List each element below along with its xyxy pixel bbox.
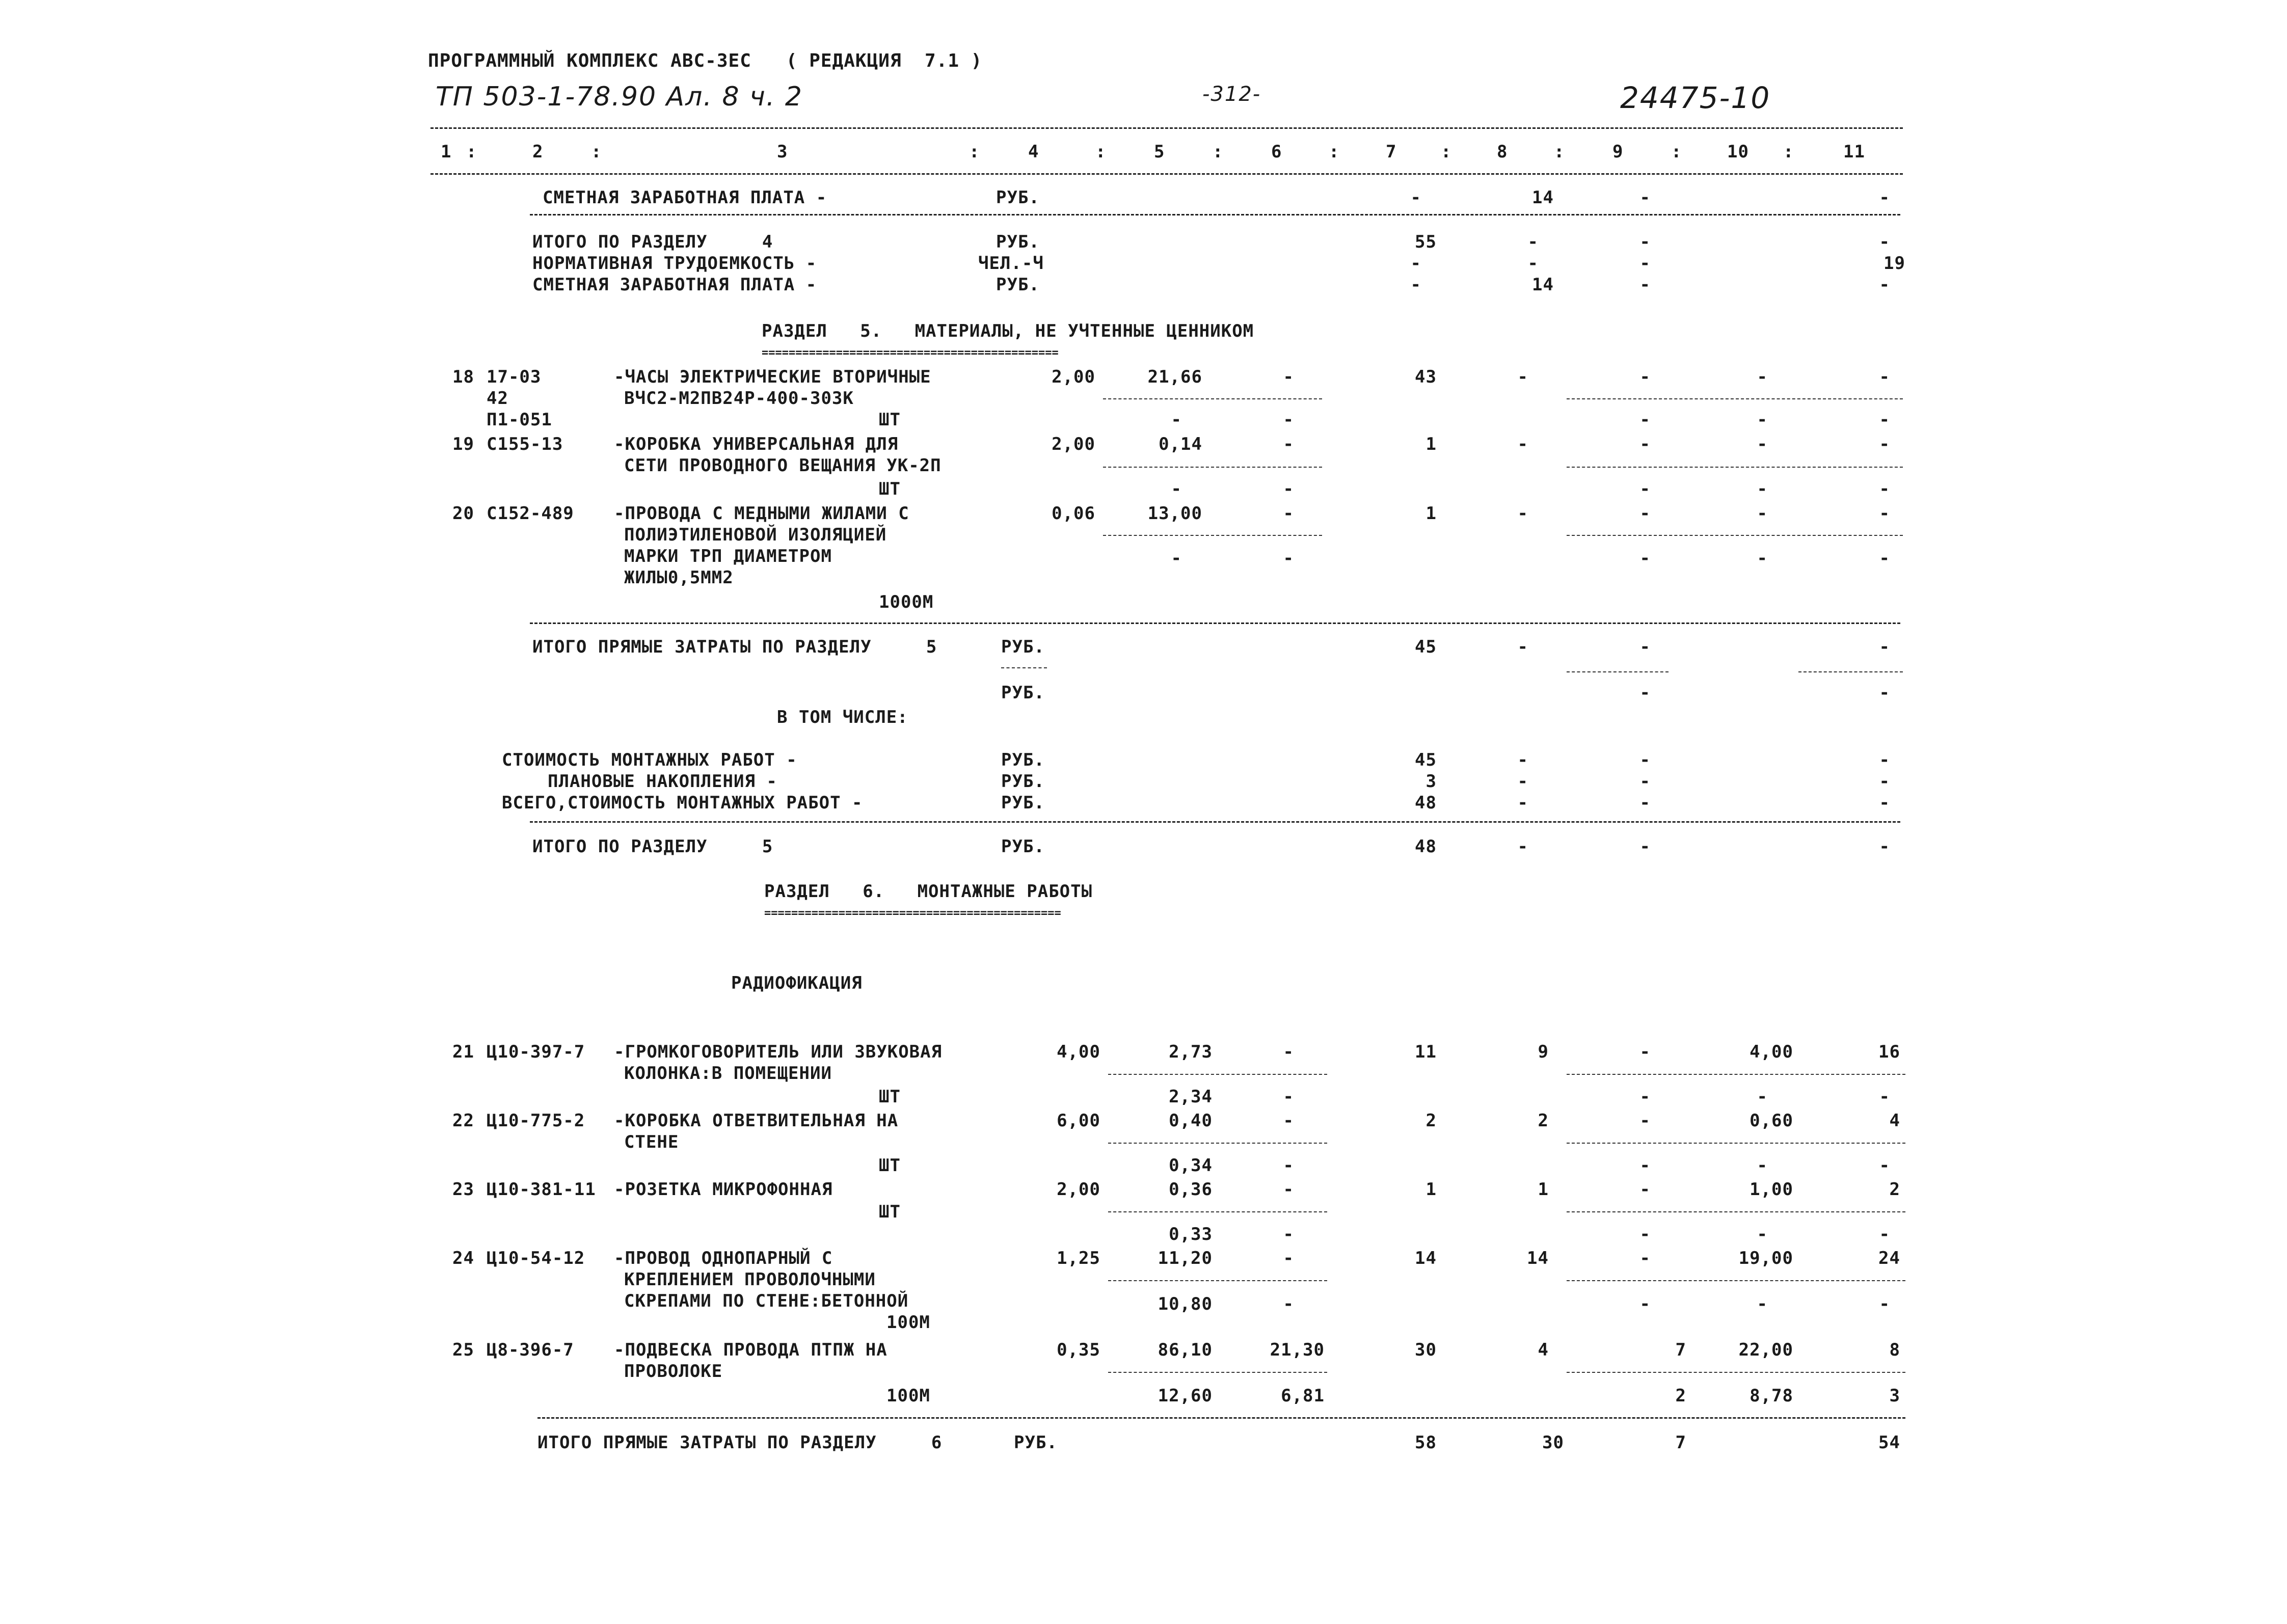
row-name: -ПОДВЕСКА ПРОВОДА ПТПЖ НА xyxy=(614,1340,887,1360)
row-label: СМЕТНАЯ ЗАРАБОТНАЯ ПЛАТА - xyxy=(532,275,817,295)
cell-c11: 8 xyxy=(1889,1340,1900,1360)
column-header: 10 xyxy=(1727,142,1749,162)
header-top-rule xyxy=(431,127,1903,129)
row-code: Ц8-396-7 xyxy=(487,1340,574,1360)
row-unit: ШТ xyxy=(879,479,901,499)
cell-c9: - xyxy=(1639,479,1651,499)
row-code: П1-051 xyxy=(487,410,552,430)
rule xyxy=(530,214,1900,215)
cell-c9: - xyxy=(1639,1179,1651,1200)
row-label: ИТОГО ПО РАЗДЕЛУ 5 xyxy=(532,836,773,857)
row-unit: 100М xyxy=(886,1386,930,1406)
cell-c11: - xyxy=(1879,750,1890,770)
cell-c7: 1 xyxy=(1425,434,1437,454)
cell-c10: - xyxy=(1757,1155,1768,1176)
row-name: КОЛОНКА:В ПОМЕЩЕНИИ xyxy=(624,1063,832,1084)
cell-c6: - xyxy=(1283,1224,1294,1244)
row-name: ПОЛИЭТИЛЕНОВОЙ ИЗОЛЯЦИЕЙ xyxy=(624,525,887,545)
row-unit: 1000М xyxy=(879,592,934,612)
rule xyxy=(530,821,1900,823)
row-label: ИТОГО ПО РАЗДЕЛУ 4 xyxy=(532,232,773,252)
row-name: -ПРОВОД ОДНОПАРНЫЙ С xyxy=(614,1248,833,1268)
cell-c7: 45 xyxy=(1415,750,1437,770)
cell-c9: - xyxy=(1639,410,1651,430)
rule xyxy=(1567,398,1903,399)
row-name: -РОЗЕТКА МИКРОФОННАЯ xyxy=(614,1179,833,1200)
row-unit: РУБ. xyxy=(1014,1432,1058,1453)
cell-c10: - xyxy=(1757,479,1768,499)
cell-c10: 1,00 xyxy=(1750,1179,1793,1200)
cell-c11: 54 xyxy=(1878,1432,1900,1453)
cell-c6: - xyxy=(1283,1179,1294,1200)
cell-c9: - xyxy=(1639,771,1651,792)
column-separators: : xyxy=(1671,142,1682,162)
cell-c10: 8,78 xyxy=(1750,1386,1793,1406)
cell-c8: 14 xyxy=(1527,1248,1549,1268)
section-6-title: РАЗДЕЛ 6. МОНТАЖНЫЕ РАБОТЫ xyxy=(764,881,1093,902)
cell-c11: - xyxy=(1879,187,1890,208)
column-header: 11 xyxy=(1843,142,1865,162)
cell-c7: 2 xyxy=(1425,1111,1437,1131)
cell-c9: - xyxy=(1639,275,1651,295)
rule xyxy=(1103,535,1322,536)
cell-c6: - xyxy=(1283,367,1294,387)
cell-c9: - xyxy=(1639,187,1651,208)
rule xyxy=(1567,671,1669,672)
section-6-subtitle: РАДИОФИКАЦИЯ xyxy=(731,973,863,993)
cell-c5: - xyxy=(1171,548,1182,569)
cell-c8: 2 xyxy=(1538,1111,1549,1131)
cell-c5: 10,80 xyxy=(1158,1294,1213,1314)
cell-c9: - xyxy=(1639,836,1651,857)
rule xyxy=(1567,1372,1905,1373)
rule xyxy=(537,1417,1905,1419)
row-number: 25 xyxy=(452,1340,474,1360)
column-header: 1 xyxy=(441,142,452,162)
row-number: 18 xyxy=(452,367,474,387)
cell-c7: 48 xyxy=(1415,836,1437,857)
cell-c9: - xyxy=(1639,253,1651,274)
cell-qty: 2,00 xyxy=(1052,367,1095,387)
cell-c9: - xyxy=(1639,1042,1651,1062)
cell-c11: - xyxy=(1879,503,1890,524)
cell-c8: - xyxy=(1517,637,1528,657)
cell-c6: - xyxy=(1283,479,1294,499)
rule xyxy=(1567,1211,1905,1212)
cell-c5: 0,33 xyxy=(1169,1224,1213,1244)
cell-c11: - xyxy=(1879,548,1890,569)
row-name: -КОРОБКА ОТВЕТВИТЕЛЬНАЯ НА xyxy=(614,1111,899,1131)
cell-c8: - xyxy=(1517,750,1528,770)
cell-c5: 11,20 xyxy=(1158,1248,1213,1268)
column-header: 2 xyxy=(532,142,544,162)
cell-c9: - xyxy=(1639,1248,1651,1268)
cell-c11: - xyxy=(1879,637,1890,657)
rule xyxy=(1108,1143,1327,1144)
rule xyxy=(1001,667,1047,668)
column-header: 6 xyxy=(1271,142,1282,162)
rule xyxy=(1103,398,1322,399)
cell-c10: 4,00 xyxy=(1750,1042,1793,1062)
row-unit: РУБ. xyxy=(996,275,1040,295)
column-separators: : xyxy=(1441,142,1452,162)
cell-c9: - xyxy=(1639,750,1651,770)
cell-c9: - xyxy=(1639,1155,1651,1176)
cell-c11: - xyxy=(1879,410,1890,430)
cell-c7: - xyxy=(1410,275,1421,295)
row-number: 21 xyxy=(452,1042,474,1062)
cell-c11: - xyxy=(1879,1224,1890,1244)
row-unit: РУБ. xyxy=(1001,750,1045,770)
row-name: -КОРОБКА УНИВЕРСАЛЬНАЯ ДЛЯ xyxy=(614,434,899,454)
cell-c5: 21,66 xyxy=(1147,367,1202,387)
cell-c7: - xyxy=(1410,253,1421,274)
cell-c6: - xyxy=(1283,1087,1294,1107)
cell-c8: 14 xyxy=(1532,187,1554,208)
page-number: -312- xyxy=(1202,83,1261,106)
row-name: СКРЕПАМИ ПО СТЕНЕ:БЕТОННОЙ xyxy=(624,1291,909,1311)
rule xyxy=(1798,671,1903,672)
cell-qty: 2,00 xyxy=(1057,1179,1100,1200)
row-unit: ШТ xyxy=(879,1202,901,1222)
cell-c9: - xyxy=(1639,1224,1651,1244)
cell-c10: - xyxy=(1757,548,1768,569)
cell-c5: 0,14 xyxy=(1159,434,1202,454)
cell-c6: - xyxy=(1283,410,1294,430)
row-name: -ЧАСЫ ЭЛЕКТРИЧЕСКИЕ ВТОРИЧНЫЕ xyxy=(614,367,931,387)
header-bottom-rule xyxy=(431,173,1903,175)
row-code: 17-03 xyxy=(487,367,542,387)
row-unit: РУБ. xyxy=(1001,793,1045,813)
row-name: КРЕПЛЕНИЕМ ПРОВОЛОЧНЫМИ xyxy=(624,1269,876,1290)
cell-qty: 0,06 xyxy=(1052,503,1095,524)
cell-c8: - xyxy=(1517,503,1528,524)
cell-c7: 45 xyxy=(1415,637,1437,657)
cell-c7: 11 xyxy=(1415,1042,1437,1062)
cell-c9: - xyxy=(1639,1294,1651,1314)
row-number: 19 xyxy=(452,434,474,454)
cell-c9: - xyxy=(1639,548,1651,569)
cell-c5: 0,40 xyxy=(1169,1111,1213,1131)
row-name: ЖИЛЫ0,5ММ2 xyxy=(624,567,734,588)
rule xyxy=(1567,467,1903,468)
column-separators: : xyxy=(1213,142,1224,162)
row-number: 23 xyxy=(452,1179,474,1200)
row-name: -ПРОВОДА С МЕДНЫМИ ЖИЛАМИ С xyxy=(614,503,909,524)
cell-c9: - xyxy=(1639,232,1651,252)
cell-c8: - xyxy=(1527,232,1539,252)
column-header: 5 xyxy=(1154,142,1165,162)
cell-c6: 21,30 xyxy=(1270,1340,1325,1360)
cell-c9: - xyxy=(1639,434,1651,454)
row-unit: ЧЕЛ.-Ч xyxy=(978,253,1044,274)
cell-c11: - xyxy=(1879,367,1890,387)
rule xyxy=(530,622,1900,624)
cell-c6: - xyxy=(1283,434,1294,454)
cell-c5: 2,34 xyxy=(1169,1087,1213,1107)
row-code: С155-13 xyxy=(487,434,563,454)
cell-c8: - xyxy=(1517,836,1528,857)
cell-c6: - xyxy=(1283,1155,1294,1176)
row-unit: РУБ. xyxy=(1001,637,1045,657)
row-unit: РУБ. xyxy=(996,232,1040,252)
cell-c11: - xyxy=(1879,434,1890,454)
row-label: ИТОГО ПРЯМЫЕ ЗАТРАТЫ ПО РАЗДЕЛУ 5 xyxy=(532,637,937,657)
row-code: Ц10-54-12 xyxy=(487,1248,585,1268)
rule xyxy=(1567,1143,1905,1144)
cell-c10: - xyxy=(1757,1294,1768,1314)
cell-c6: - xyxy=(1283,503,1294,524)
cell-c6: - xyxy=(1283,1042,1294,1062)
row-code: 42 xyxy=(487,388,508,409)
cell-qty: 4,00 xyxy=(1057,1042,1100,1062)
row-name: СЕТИ ПРОВОДНОГО ВЕЩАНИЯ УК-2П xyxy=(624,455,941,476)
cell-c9: - xyxy=(1639,1087,1651,1107)
cell-c7: 43 xyxy=(1415,367,1437,387)
cell-c8: - xyxy=(1517,771,1528,792)
row-name: СТЕНЕ xyxy=(624,1132,679,1152)
row-name: МАРКИ ТРП ДИАМЕТРОМ xyxy=(624,546,832,566)
column-header: 7 xyxy=(1386,142,1397,162)
rule xyxy=(1108,1372,1327,1373)
cell-c6: - xyxy=(1283,1294,1294,1314)
cell-c11: - xyxy=(1879,683,1890,703)
cell-c11: - xyxy=(1879,1294,1890,1314)
column-separators: : xyxy=(1329,142,1340,162)
cell-c8: 9 xyxy=(1538,1042,1549,1062)
cell-c10: - xyxy=(1757,434,1768,454)
cell-c8: 1 xyxy=(1538,1179,1549,1200)
row-code: С152-489 xyxy=(487,503,574,524)
row-unit: РУБ. xyxy=(1001,836,1045,857)
row-unit: РУБ. xyxy=(1001,683,1045,703)
cell-c5: 2,73 xyxy=(1169,1042,1213,1062)
program-title: ПРОГРАММНЫЙ КОМПЛЕКС АВС-3ЕС ( РЕДАКЦИЯ 7.1 ) xyxy=(428,50,983,71)
document-number: 24475-10 xyxy=(1620,80,1771,115)
cell-c10: 22,00 xyxy=(1738,1340,1793,1360)
rule xyxy=(1103,467,1322,468)
document-code: ТП 503-1-78.90 Ал. 8 ч. 2 xyxy=(436,82,803,112)
row-code: Ц10-381-11 xyxy=(487,1179,596,1200)
cell-c9: - xyxy=(1639,637,1651,657)
cell-c11: - xyxy=(1879,1087,1890,1107)
row-code: Ц10-775-2 xyxy=(487,1111,585,1131)
cell-c9: 7 xyxy=(1675,1432,1686,1453)
cell-c11: - xyxy=(1879,232,1890,252)
cell-c5: 0,34 xyxy=(1169,1155,1213,1176)
cell-c8: 4 xyxy=(1538,1340,1549,1360)
cell-c5: 12,60 xyxy=(1158,1386,1213,1406)
column-header: 3 xyxy=(777,142,788,162)
column-separators: : xyxy=(969,142,980,162)
column-header: 8 xyxy=(1497,142,1508,162)
cell-c11: - xyxy=(1879,836,1890,857)
column-separators: : xyxy=(1554,142,1565,162)
column-separators: : xyxy=(466,142,477,162)
cell-c6: 6,81 xyxy=(1281,1386,1325,1406)
column-separators: : xyxy=(591,142,602,162)
column-header: 9 xyxy=(1612,142,1624,162)
cell-c9: - xyxy=(1639,1111,1651,1131)
section-5-title: РАЗДЕЛ 5. МАТЕРИАЛЫ, НЕ УЧТЕННЫЕ ЦЕННИКОМ xyxy=(762,321,1254,341)
cell-c7: 1 xyxy=(1425,503,1437,524)
row-number: 24 xyxy=(452,1248,474,1268)
cell-c7: 48 xyxy=(1415,793,1437,813)
rule xyxy=(1567,1074,1905,1075)
rule xyxy=(1108,1074,1327,1075)
cell-c8: - xyxy=(1517,367,1528,387)
cell-c8: 14 xyxy=(1532,275,1554,295)
cell-c5: - xyxy=(1171,410,1182,430)
row-number: 20 xyxy=(452,503,474,524)
rule xyxy=(1567,1280,1905,1281)
cell-c8: - xyxy=(1517,434,1528,454)
cell-c7: 58 xyxy=(1415,1432,1437,1453)
cell-c11: - xyxy=(1879,479,1890,499)
row-unit: 100М xyxy=(886,1312,930,1333)
row-label: ИТОГО ПРЯМЫЕ ЗАТРАТЫ ПО РАЗДЕЛУ 6 xyxy=(537,1432,943,1453)
cell-c7: 30 xyxy=(1415,1340,1437,1360)
cell-c7: - xyxy=(1410,187,1421,208)
cell-c11: 4 xyxy=(1889,1111,1900,1131)
cell-c11: 19 xyxy=(1884,253,1905,274)
cell-c11: 2 xyxy=(1889,1179,1900,1200)
cell-c9: - xyxy=(1639,683,1651,703)
cell-c11: - xyxy=(1879,793,1890,813)
cell-c11: 16 xyxy=(1878,1042,1900,1062)
cell-c11: - xyxy=(1879,1155,1890,1176)
cell-c5: 13,00 xyxy=(1147,503,1202,524)
cell-c6: - xyxy=(1283,1111,1294,1131)
rule xyxy=(1567,535,1903,536)
row-unit: РУБ. xyxy=(996,187,1040,208)
cell-c5: - xyxy=(1171,479,1182,499)
cell-c6: - xyxy=(1283,1248,1294,1268)
cell-c8: - xyxy=(1517,793,1528,813)
cell-c10: - xyxy=(1757,1224,1768,1244)
cell-c10: 19,00 xyxy=(1738,1248,1793,1268)
row-unit: ШТ xyxy=(879,1155,901,1176)
cell-c7: 14 xyxy=(1415,1248,1437,1268)
rule xyxy=(1108,1211,1327,1212)
row-label: НОРМАТИВНАЯ ТРУДОЕМКОСТЬ - xyxy=(532,253,817,274)
row-label: ПЛАНОВЫЕ НАКОПЛЕНИЯ - xyxy=(548,771,777,792)
row-unit: ШТ xyxy=(879,1087,901,1107)
row-code: Ц10-397-7 xyxy=(487,1042,585,1062)
cell-c6: - xyxy=(1283,548,1294,569)
cell-qty: 0,35 xyxy=(1057,1340,1100,1360)
cell-c11: - xyxy=(1879,771,1890,792)
section-5-underline: ============================================ xyxy=(762,347,1059,359)
rule xyxy=(1108,1280,1327,1281)
cell-c9: - xyxy=(1639,503,1651,524)
cell-c7: 55 xyxy=(1415,232,1437,252)
cell-qty: 1,25 xyxy=(1057,1248,1100,1268)
including-label: В ТОМ ЧИСЛЕ: xyxy=(777,707,908,727)
row-label: СТОИМОСТЬ МОНТАЖНЫХ РАБОТ - xyxy=(502,750,797,770)
row-label: ВСЕГО,СТОИМОСТЬ МОНТАЖНЫХ РАБОТ - xyxy=(502,793,863,813)
row-label: СМЕТНАЯ ЗАРАБОТНАЯ ПЛАТА - xyxy=(543,187,827,208)
row-unit: РУБ. xyxy=(1001,771,1045,792)
cell-c9: - xyxy=(1639,793,1651,813)
cell-c11: 3 xyxy=(1889,1386,1900,1406)
cell-c9: - xyxy=(1639,367,1651,387)
row-unit: ШТ xyxy=(879,410,901,430)
cell-c10: - xyxy=(1757,503,1768,524)
cell-c10: - xyxy=(1757,410,1768,430)
cell-c10: - xyxy=(1757,367,1768,387)
column-header: 4 xyxy=(1028,142,1039,162)
row-name: ПРОВОЛОКЕ xyxy=(624,1361,723,1382)
cell-c5: 0,36 xyxy=(1169,1179,1213,1200)
cell-qty: 6,00 xyxy=(1057,1111,1100,1131)
cell-c10: 0,60 xyxy=(1750,1111,1793,1131)
cell-c11: - xyxy=(1879,275,1890,295)
column-separators: : xyxy=(1783,142,1794,162)
column-separators: : xyxy=(1095,142,1107,162)
cell-c8: 30 xyxy=(1542,1432,1564,1453)
cell-qty: 2,00 xyxy=(1052,434,1095,454)
row-name: -ГРОМКОГОВОРИТЕЛЬ ИЛИ ЗВУКОВАЯ xyxy=(614,1042,943,1062)
cell-c11: 24 xyxy=(1878,1248,1900,1268)
row-name: ВЧС2-М2ПВ24Р-400-303К xyxy=(624,388,854,409)
row-number: 22 xyxy=(452,1111,474,1131)
cell-c10: - xyxy=(1757,1087,1768,1107)
cell-c5: 86,10 xyxy=(1158,1340,1213,1360)
cell-c8: - xyxy=(1527,253,1539,274)
cell-c9: 2 xyxy=(1675,1386,1686,1406)
cell-c7: 1 xyxy=(1425,1179,1437,1200)
section-6-underline: ============================================ xyxy=(764,908,1061,919)
cell-c9: 7 xyxy=(1675,1340,1686,1360)
cell-c7: 3 xyxy=(1425,771,1437,792)
